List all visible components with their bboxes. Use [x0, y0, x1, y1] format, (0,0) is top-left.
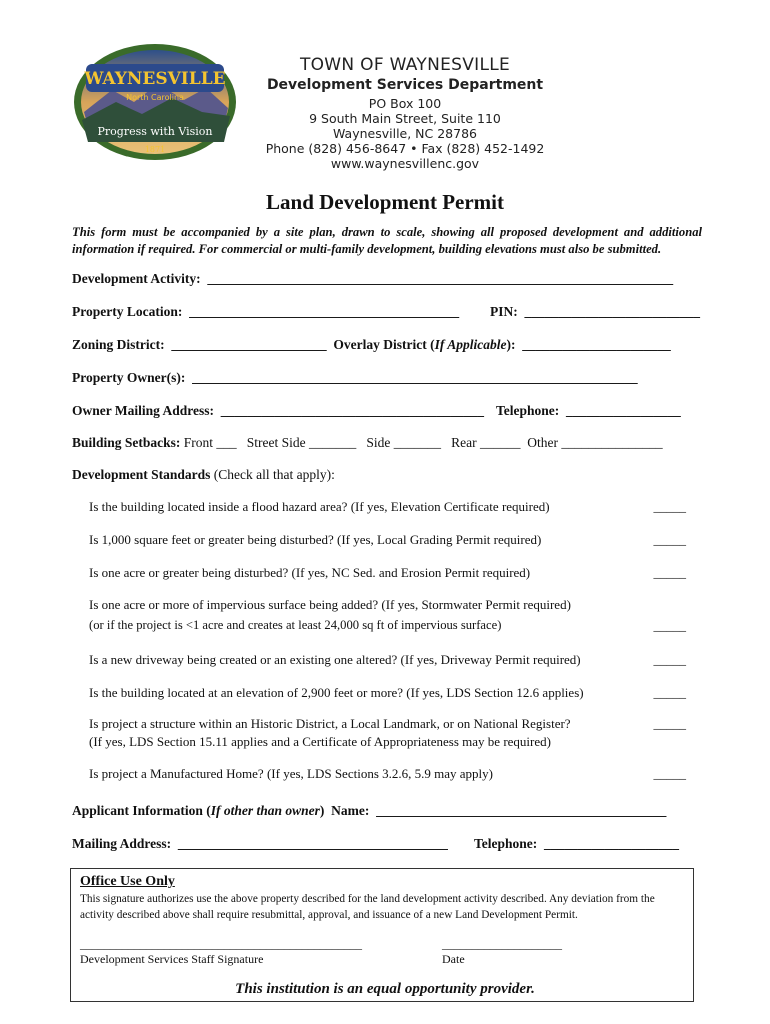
applicant-information-row[interactable] — [72, 803, 666, 819]
staff-signature-label: Development Services Staff Signature — [80, 952, 264, 966]
applicant-mailing-address-field[interactable]: Mailing Address: ________________________________________ — [72, 836, 448, 851]
standard-elevation: Is the building located at an elevation of 2,900 feet or more? (If yes, LDS Section 12.6 applies) — [89, 685, 584, 700]
checkbox-blank-erosion[interactable]: _____ — [653, 565, 686, 580]
standard-driveway: Is a new driveway being created or an existing one altered? (If yes, Driveway Permit required) — [89, 652, 581, 667]
standards-note: (Check all that apply): — [210, 467, 335, 482]
standard-historic: Is project a structure within an Historic District, a Local Landmark, or on National Register? — [89, 716, 571, 731]
standard-erosion: Is one acre or greater being disturbed? (If yes, NC Sed. and Erosion Permit required) — [89, 565, 531, 580]
applicant-label-italic: If other than owner — [210, 803, 320, 818]
overlay-district-italic: If Applicable — [434, 337, 507, 352]
logo-name-text: WAYNESVILLE — [84, 69, 226, 89]
standards-label: Development Standards — [72, 467, 211, 482]
logo-state-text: North Carolina — [126, 93, 184, 102]
overlay-district-field[interactable]: ): ______________________ — [506, 337, 671, 352]
checkbox-blank-driveway[interactable]: _____ — [653, 652, 686, 667]
checkbox-blank-historic[interactable]: _____ — [653, 716, 686, 731]
street-address: 9 South Main Street, Suite 110 — [309, 111, 501, 126]
standard-flood-hazard: Is the building located inside a flood hazard area? (If yes, Elevation Certificate required) — [89, 499, 550, 514]
checkbox-blank-elevation[interactable]: _____ — [653, 685, 686, 700]
staff-signature-line[interactable]: _______________________________________________ — [80, 937, 362, 951]
standard-historic-note: (If yes, LDS Section 15.11 applies and a Certificate of Appropriateness may be required) — [89, 734, 551, 749]
po-box: PO Box 100 — [368, 96, 442, 111]
intro-text: This form must be accompanied by a site plan, drawn to scale, showing all proposed development and additional information if required. For commercial or multi-family development, building elevations must also be submitted. — [72, 225, 702, 256]
logo-motto-text: Progress with Vision — [97, 125, 213, 138]
checkbox-blank-manufactured[interactable]: _____ — [653, 766, 686, 781]
overlay-district-label: Overlay District ( — [326, 337, 435, 352]
setbacks-fields[interactable]: Front ___ Street Side _______ Side _______ Rear ______ Other _______________ — [180, 435, 663, 450]
development-standards-heading — [72, 467, 335, 483]
town-seal-logo — [72, 42, 238, 162]
department-name: Development Services Department — [266, 77, 544, 93]
applicant-telephone-field[interactable]: Telephone: ____________________ — [474, 836, 680, 851]
pin-field[interactable]: PIN: __________________________ — [490, 304, 700, 319]
date-label: Date — [442, 952, 465, 966]
office-use-title: Office Use Only — [80, 874, 175, 889]
owner-telephone-field[interactable]: Telephone: _________________ — [496, 403, 681, 418]
standard-impervious: Is one acre or more of impervious surface being added? (If yes, Stormwater Permit required) — [89, 597, 571, 612]
logo-year-text: 1871 — [144, 145, 166, 154]
property-location-field[interactable]: Property Location: ________________________________________ — [72, 304, 460, 319]
equal-opportunity-statement: This institution is an equal opportunity provider. — [235, 981, 535, 997]
property-owners-field[interactable]: Property Owner(s): __________________________________________________________________ — [72, 370, 638, 385]
town-name: TOWN OF WAYNESVILLE — [299, 55, 511, 75]
zoning-overlay-row — [72, 337, 671, 353]
checkbox-blank-flood[interactable]: _____ — [653, 499, 686, 514]
zoning-district-field[interactable]: Zoning District: _______________________ — [72, 337, 327, 352]
applicant-label: Applicant Information ( — [72, 803, 211, 818]
phone-fax: Phone (828) 456-8647 • Fax (828) 452-1492 — [265, 141, 545, 156]
standard-manufactured-home: Is project a Manufactured Home? (If yes, LDS Sections 3.2.6, 5.9 may apply) — [89, 766, 493, 781]
setbacks-label: Building Setbacks: — [72, 435, 181, 450]
checkbox-blank-grading[interactable]: _____ — [653, 532, 686, 547]
building-setbacks-row[interactable] — [72, 435, 663, 451]
website-link[interactable]: www.waynesvillenc.gov — [330, 156, 480, 171]
city-address: Waynesville, NC 28786 — [332, 126, 477, 141]
page-title: Land Development Permit — [266, 190, 504, 214]
office-use-text: This signature authorizes use the above property described for the land development activity described. Any deviation from the activity described above shall require resubmittal, approval, and issuance of a new Land Development Permit. — [80, 893, 655, 921]
owner-mailing-address-field[interactable]: Owner Mailing Address: _______________________________________ — [72, 403, 485, 418]
applicant-name-field[interactable]: ) Name: ___________________________________________ — [319, 803, 667, 818]
date-line[interactable]: ____________________ — [442, 937, 562, 951]
checkbox-blank-impervious[interactable]: _____ — [653, 618, 686, 633]
standard-impervious-note: (or if the project is <1 acre and creates at least 24,000 sq ft of impervious surface) — [89, 618, 502, 632]
standard-grading: Is 1,000 square feet or greater being disturbed? (If yes, Local Grading Permit required) — [89, 532, 542, 547]
development-activity-field[interactable]: Development Activity: _____________________________________________________________________ — [72, 271, 674, 286]
